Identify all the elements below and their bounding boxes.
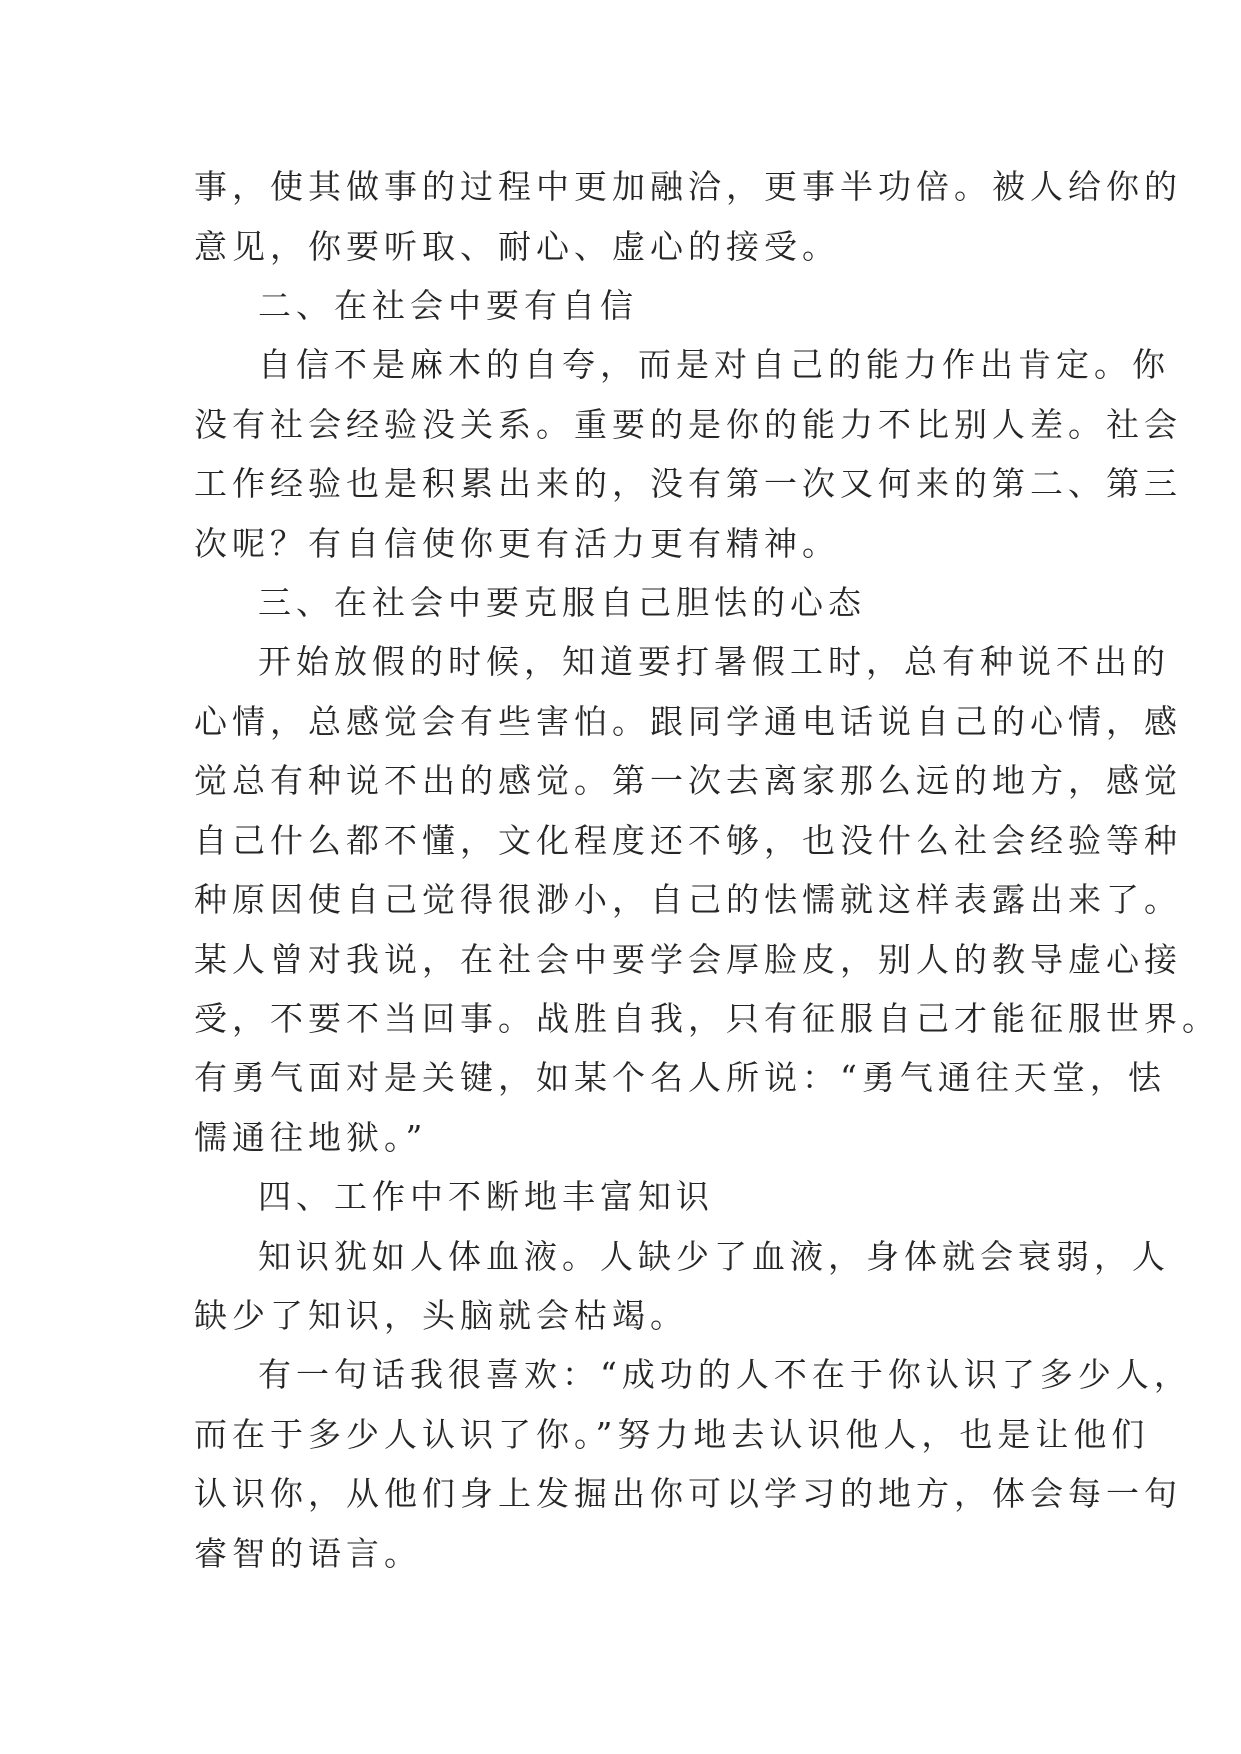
section-heading: 四、工作中不断地丰富知识	[258, 1177, 714, 1216]
paragraph-line: 意见，你要听取、耐心、虚心的接受。	[194, 227, 840, 266]
paragraph-line: 睿智的语言。	[194, 1534, 422, 1573]
paragraph-line: 自己什么都不懂，文化程度还不够，也没什么社会经验等种	[194, 821, 1182, 860]
paragraph-line: 某人曾对我说，在社会中要学会厚脸皮，别人的教导虚心接	[194, 940, 1182, 979]
paragraph-line: 受，不要不当回事。战胜自我，只有征服自己才能征服世界。	[194, 999, 1220, 1038]
section-heading: 二、在社会中要有自信	[258, 286, 638, 325]
paragraph-line: 而在于多少人认识了你。”努力地去认识他人，也是让他们	[194, 1415, 1150, 1454]
paragraph-line: 懦通往地狱。”	[194, 1118, 428, 1157]
paragraph-line: 工作经验也是积累出来的，没有第一次又何来的第二、第三	[194, 464, 1182, 503]
paragraph-line: 次呢？有自信使你更有活力更有精神。	[194, 524, 840, 563]
paragraph-line: 开始放假的时候，知道要打暑假工时，总有种说不出的	[258, 642, 1170, 681]
paragraph-line: 没有社会经验没关系。重要的是你的能力不比别人差。社会	[194, 405, 1182, 444]
paragraph-line: 缺少了知识，头脑就会枯竭。	[194, 1296, 688, 1335]
paragraph-line: 知识犹如人体血液。人缺少了血液，身体就会衰弱，人	[258, 1237, 1170, 1276]
paragraph-line: 认识你，从他们身上发掘出你可以学习的地方，体会每一句	[194, 1474, 1182, 1513]
section-heading: 三、在社会中要克服自己胆怯的心态	[258, 583, 866, 622]
paragraph-line: 有勇气面对是关键，如某个名人所说：“勇气通往天堂，怯	[194, 1058, 1166, 1097]
paragraph-line: 种原因使自己觉得很渺小，自己的怯懦就这样表露出来了。	[194, 880, 1182, 919]
paragraph-line: 事，使其做事的过程中更加融洽，更事半功倍。被人给你的	[194, 167, 1182, 206]
paragraph-line: 自信不是麻木的自夸，而是对自己的能力作出肯定。你	[258, 345, 1170, 384]
paragraph-line: 觉总有种说不出的感觉。第一次去离家那么远的地方，感觉	[194, 761, 1182, 800]
paragraph-line: 有一句话我很喜欢：“成功的人不在于你认识了多少人，	[258, 1355, 1192, 1394]
paragraph-line: 心情，总感觉会有些害怕。跟同学通电话说自己的心情，感	[194, 702, 1182, 741]
